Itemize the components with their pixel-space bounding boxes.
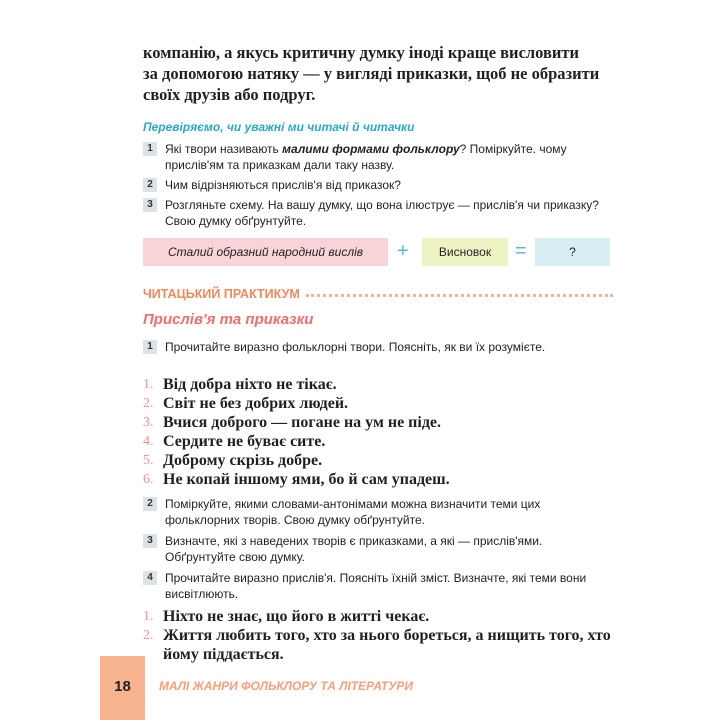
intro-line: за допомогою натяку — у вигляді приказки, щоб не образити (143, 64, 600, 83)
section-title: ЧИТАЦЬКИЙ ПРАКТИКУМ (143, 287, 300, 301)
task-text: Прочитайте виразно фольклорні твори. Поясніть, як ви їх розумієте. (165, 340, 546, 354)
intro-line: компанію, а якусь критичну думку іноді краще висловити (143, 43, 580, 62)
scheme-box-saying: Сталий образний народний вислів (143, 238, 388, 266)
list-item: 1. Від добра ніхто не тікає. (143, 376, 337, 393)
running-footer: МАЛІ ЖАНРИ ФОЛЬКЛОРУ ТА ЛІТЕРАТУРИ (159, 679, 413, 693)
task-text: Прочитайте виразно прислів'я. Поясніть їхній зміст. Визначте, які теми вони висвітлюють. (165, 571, 587, 601)
question-number: 2 (143, 178, 157, 192)
task-item (143, 496, 613, 528)
list-item: 2. Світ не без добрих людей. (143, 395, 349, 412)
question-text: Розгляньте схему. На вашу думку, що вона ілюструє — прислів'я чи приказку? Свою думку обґрунтуйте. (165, 198, 599, 228)
check-question (143, 197, 613, 229)
check-question (143, 177, 613, 193)
task-text: Визначте, які з наведених творів є приказками, а які — прислів'ями. Обґрунтуйте свою думку. (165, 534, 543, 564)
page-number: 18 (100, 656, 145, 720)
subsection-title: Прислів'я та приказки (143, 311, 314, 328)
intro-line: своїх друзів або подруг. (143, 85, 316, 104)
question-number: 3 (143, 198, 157, 212)
list-item: 3. Вчися доброго — погане на ум не піде. (143, 414, 442, 431)
task-item (143, 570, 613, 602)
task-number: 3 (143, 534, 157, 548)
dotted-divider (306, 294, 613, 297)
emphasis-term: малими формами фольклору (282, 142, 460, 156)
check-heading: Перевіряємо, чи уважні ми читачі й читачки (143, 120, 415, 134)
section-heading (143, 287, 613, 301)
check-question (143, 141, 613, 173)
list-item: 2. Життя любить того, хто за нього бореться, а нищить того, хто йому піддається. (143, 627, 611, 663)
equals-sign: = (515, 240, 527, 262)
proverb-list (143, 607, 613, 664)
plus-sign: + (397, 240, 409, 262)
task-number: 2 (143, 497, 157, 511)
list-item: 5. Доброму скрізь добре. (143, 452, 323, 469)
task-item (143, 339, 613, 355)
question-text: Які твори називають малими формами фольклору? Поміркуйте. чому прислів'ям та приказкам дали таку назву. (165, 142, 567, 172)
task-number: 1 (143, 340, 157, 354)
task-text: Поміркуйте, якими словами-антонімами можна визначити теми цих фольклорних творів. Свою думку обґрунтуйте. (165, 497, 541, 527)
list-item: 4. Сердите не буває сите. (143, 433, 326, 450)
list-item: 6. Не копай іншому ями, бо й сам упадеш. (143, 471, 450, 488)
question-number: 1 (143, 142, 157, 156)
question-text: Чим відрізняються прислів'я від приказок? (165, 178, 401, 192)
task-number: 4 (143, 571, 157, 585)
intro-paragraph (143, 42, 613, 105)
task-item (143, 533, 613, 565)
proverb-list (143, 375, 450, 489)
scheme-box-conclusion: Висновок (422, 238, 508, 266)
scheme-box-answer: ? (535, 238, 610, 266)
list-item: 1. Ніхто не знає, що його в житті чекає. (143, 608, 430, 625)
